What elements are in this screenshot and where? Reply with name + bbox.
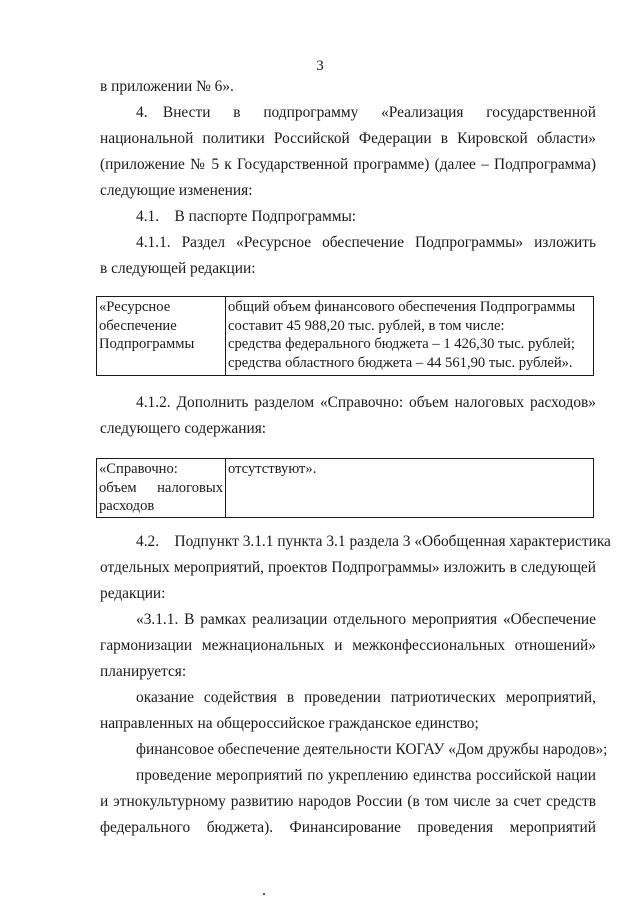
- table-cell-line: обеспечение: [99, 317, 177, 334]
- table-cell-line: общий объем финансового обеспечения Подпрограммы: [228, 299, 576, 315]
- table-cell-line: «Справочно:: [99, 461, 178, 477]
- tax-expenses-label-cell: [97, 459, 226, 518]
- paragraph-line: 4.2. Подпункт 3.1.1 пункта 3.1 раздела 3 «Обобщенная характеристика: [136, 533, 611, 550]
- paragraph-line: следующего содержания:: [100, 420, 267, 437]
- table-cell-line: расходов: [99, 498, 155, 514]
- paragraph-line: направленных на общероссийское гражданское единство;: [100, 715, 479, 732]
- paragraph-line: оказание содействия в проведении патриотических мероприятий,: [136, 689, 596, 706]
- paragraph-line: федерального бюджета). Финансирование проведения мероприятий: [100, 819, 596, 836]
- scan-speck: [263, 893, 265, 895]
- page-number: 3: [316, 58, 324, 74]
- resource-table: [96, 296, 594, 376]
- table-cell-line: «Ресурсное: [99, 299, 171, 315]
- paragraph-line: и этнокультурному развитию народов России (в том числе за счет средств: [100, 793, 596, 810]
- table-cell-line: средства федерального бюджета – 1 426,30 тыс. рублей;: [228, 336, 575, 352]
- table-cell-line: объем налоговых: [99, 479, 223, 496]
- paragraph-line: гармонизации межнациональных и межконфессиональных отношений»: [100, 637, 596, 654]
- paragraph-line: финансовое обеспечение деятельности КОГАУ «Дом дружбы народов»;: [136, 741, 608, 758]
- paragraph-line: национальной политики Российской Федерации в Кировской области»: [100, 130, 596, 147]
- paragraph-line: в приложении № 6».: [100, 78, 234, 95]
- paragraph-line: отдельных мероприятий, проектов Подпрограммы» изложить в следующей: [100, 559, 596, 576]
- paragraph-line: 4.1.2. Дополнить разделом «Справочно: объем налоговых расходов»: [136, 394, 596, 411]
- paragraph-line: редакции:: [100, 585, 166, 602]
- resource-table-label-cell: [97, 297, 226, 376]
- paragraph-line: 4.1.1. Раздел «Ресурсное обеспечение Подпрограммы» изложить: [136, 234, 596, 251]
- paragraph-line: «3.1.1. В рамках реализации отдельного мероприятия «Обеспечение: [136, 611, 596, 628]
- paragraph-line: планируется:: [100, 663, 187, 680]
- table-cell-line: Подпрограммы: [99, 336, 195, 352]
- paragraph-line: проведение мероприятий по укреплению единства российской нации: [136, 767, 596, 784]
- table-cell-line: отсутствуют».: [228, 461, 317, 477]
- paragraph-line: 4.1. В паспорте Подпрограммы:: [136, 208, 357, 225]
- table-cell-line: средства областного бюджета – 44 561,90 тыс. рублей».: [228, 354, 573, 371]
- paragraph-line: следующие изменения:: [100, 182, 253, 199]
- paragraph-line: в следующей редакции:: [100, 260, 256, 277]
- paragraph-line: (приложение № 5 к Государственной программе) (далее – Подпрограмма): [100, 156, 596, 173]
- table-cell-line: составит 45 988,20 тыс. рублей, в том числе:: [228, 317, 505, 334]
- paragraph-line: 4. Внести в подпрограмму «Реализация государственной: [136, 104, 596, 121]
- tax-expenses-value-cell: [226, 459, 594, 518]
- tax-expenses-table: [96, 458, 594, 518]
- resource-table-value-cell: [226, 297, 594, 376]
